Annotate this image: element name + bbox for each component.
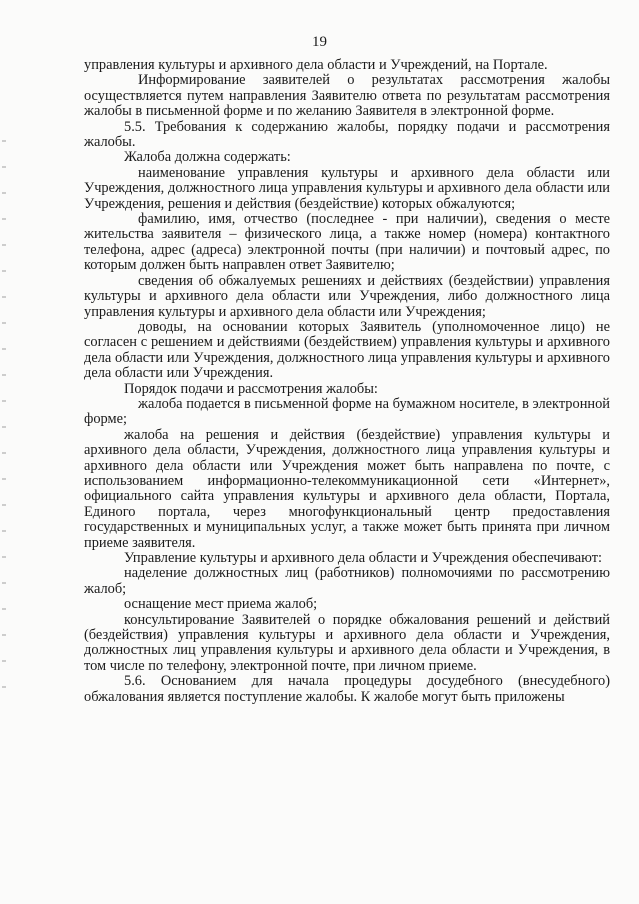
- document-body: [84, 58, 610, 705]
- paragraph: наделение должностных лиц (работников) полномочиями по рассмотрению жалоб;: [84, 565, 610, 597]
- paragraph: Управление культуры и архивного дела области и Учреждения обеспечивают:: [124, 550, 603, 566]
- paragraph: Порядок подачи и рассмотрения жалобы:: [124, 380, 378, 397]
- paragraph: жалоба подается в письменной форме на бумажном носителе, в электронной форме;: [84, 395, 610, 428]
- paragraph: жалоба на решения и действия (бездействие) управления культуры и архивного дела области, Учреждения, должностного лица управления культуры и архивного дела области или Учреждения может быть направлена по почте, с использованием информационно-телекоммуникационной сети «Интернет», официального сайта управления культуры и архивного дела области, Портала, Единого портала, через многофункциональный центр предоставления государственных и муниципальных услуг, а также может быть принята при личном приеме заявителя.: [84, 426, 610, 551]
- scan-margin-marks: [2, 140, 6, 700]
- paragraph: фамилию, имя, отчество (последнее - при наличии), сведения о месте жительства заявителя – физического лица, а также номер (номера) контактного телефона, адрес (адреса) электронной почты (при наличии) и почтовый адрес, по которым должен быть направлен ответ Заявителю;: [84, 211, 610, 274]
- paragraph: Информирование заявителей о результатах рассмотрения жалобы осуществляется путем направления Заявителю ответа по результатам рассмотрения жалобы в письменной форме и по желанию Заявителя в электронной форме.: [84, 72, 610, 120]
- paragraph: 5.6. Основанием для начала процедуры досудебного (внесудебного) обжалования является поступление жалобы. К жалобе могут быть приложены: [84, 673, 610, 705]
- paragraph: 5.5. Требования к содержанию жалобы, порядку подачи и рассмотрения жалобы.: [84, 118, 610, 151]
- paragraph: управления культуры и архивного дела области и Учреждений, на Портале.: [84, 57, 548, 73]
- paragraph: доводы, на основании которых Заявитель (уполномоченное лицо) не согласен с решением и действиями (бездействием) управления культуры и архивного дела области или Учреждения, должностного лица управления культуры и архивного дела области или Учреждения.: [84, 318, 610, 382]
- paragraph: консультирование Заявителей о порядке обжалования решений и действий (бездействия) управления культуры и архивного дела области и Учреждения, должностных лиц управления культуры и архивного дела области и Учреждения, в том числе по телефону, электронной почте, при личном приеме.: [84, 611, 610, 674]
- page-number: 19: [312, 34, 327, 50]
- paragraph: оснащение мест приема жалоб;: [124, 596, 318, 613]
- paragraph: Жалоба должна содержать:: [124, 149, 291, 166]
- paragraph: наименование управления культуры и архивного дела области или Учреждения, должностного лица управления культуры и архивного дела области или Учреждения, решения и действия (бездействие) которых обжалуются;: [84, 164, 610, 212]
- paragraph: сведения об обжалуемых решениях и действиях (бездействии) управления культуры и архивного дела области или Учреждения, либо должностного лица управления культуры и архивного дела области или Учреждения;: [84, 272, 610, 320]
